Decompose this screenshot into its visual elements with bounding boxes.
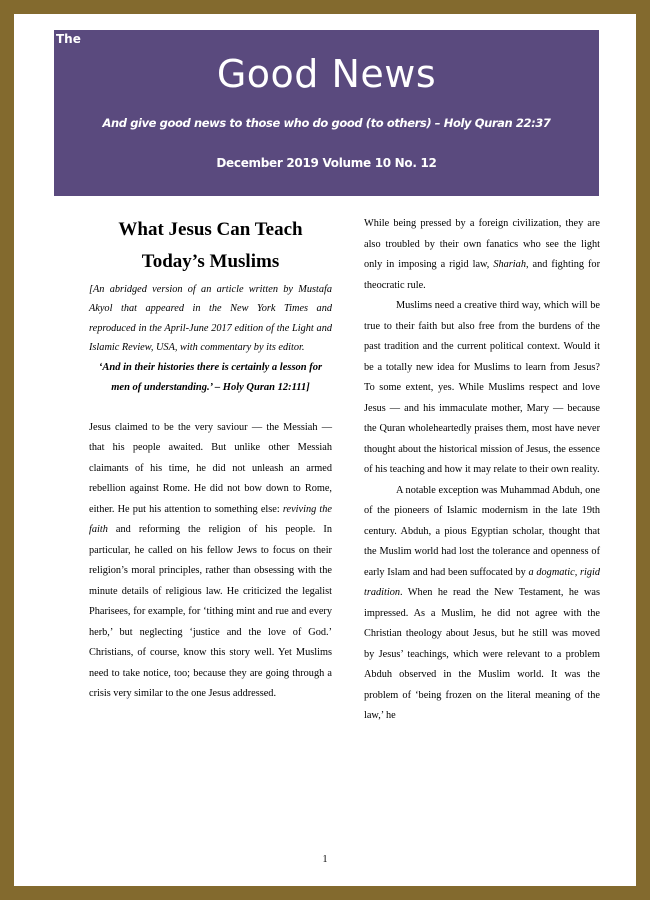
- left-p1-text-a: Jesus claimed to be the very saviour — the Messiah — that his people awaited. But unlike other Messiah claimants of his time, he did not unleash an armed rebellion against Rome. He did not bow down to Rome, either. He put his attention to something else:: [89, 421, 332, 515]
- masthead-banner: [54, 30, 599, 196]
- left-paragraph-1: [89, 418, 332, 705]
- right-p3-text-a: A notable exception was Muhammad Abduh, one of the pioneers of Islamic modernism in the late 19th century. Abduh, a pious Egyptian scholar, thought that the Muslim world had lost the tolerance and openness of early Islam and had been suffocated by: [364, 484, 600, 578]
- newsletter-title: Good News: [216, 52, 437, 96]
- page-number: 1: [322, 854, 328, 865]
- article-title-line-2: Today’s Muslims: [141, 251, 280, 272]
- issue-info: December 2019 Volume 10 No. 12: [216, 156, 437, 170]
- right-p3-text-b: . When he read the New Testament, he was impressed. As a Muslim, he did not agree with the Christian theology about Jesus, but he still was moved by Jesus’ teachings, which were relevant to a problem Abduh observed in the Muslim world. It was the problem of ‘being frozen on the literal meaning of the law,’ he: [364, 587, 600, 721]
- right-column: [364, 214, 600, 727]
- masthead-tagline: And give good news to those who do good (to others) – Holy Quran 22:37: [102, 116, 551, 130]
- article-title-line-1: What Jesus Can Teach: [118, 219, 303, 240]
- right-p1-text-b: , and fighting for theocratic rule.: [364, 259, 600, 291]
- right-paragraph-1: [364, 214, 600, 296]
- quran-quote: ‘And in their histories there is certainly a lesson for men of understanding.’ – Holy Quran 12:111]: [98, 361, 323, 393]
- abridged-note: [An abridged version of an article written by Mustafa Akyol that appeared in the New York Times and reproduced in the April-June 2017 edition of the Light and Islamic Review, USA, with commentary by its editor.: [89, 284, 332, 354]
- left-p1-text-b: and reforming the religion of his people. In particular, he called on his fellow Jews to focus on their religion’s moral principles, rather than obsessing with the minute details of religious law. He criticized the legalist Pharisees, for example, for ‘tithing mint and rue and every herb,’ but neglecting ‘justice and the love of God.’ Christians, of course, know this story well. Yet Muslims need to take notice, too; because they are going through a crisis very similar to the one Jesus addressed.: [89, 524, 332, 700]
- right-p1-text-a: While being pressed by a foreign civilization, they are also troubled by their own fanatics who see the light only in imposing a rigid law,: [364, 218, 600, 270]
- masthead-prefix: The: [56, 32, 81, 46]
- right-paragraph-3: [364, 481, 600, 727]
- article-title: [89, 214, 332, 278]
- left-column: [89, 214, 332, 705]
- right-paragraph-2: Muslims need a creative third way, which will be true to their faith but also free from the burdens of the past tradition and the current political context. Would it be a totally new idea for Muslims to learn from Jesus? To some extent, yes. While Muslims respect and love Jesus — and his immaculate mother, Mary — because the Quran wholeheartedly praises them, most have never thought about the historical mission of Jesus, the essence of his teaching and how it may relate to their own reality.: [364, 300, 600, 475]
- right-p1-emphasis: Shariah: [493, 259, 526, 270]
- right-p3-emphasis: a dogmatic, rigid tradition: [364, 566, 601, 598]
- document-page: [14, 14, 636, 886]
- left-p1-emphasis: reviving the faith: [89, 503, 333, 536]
